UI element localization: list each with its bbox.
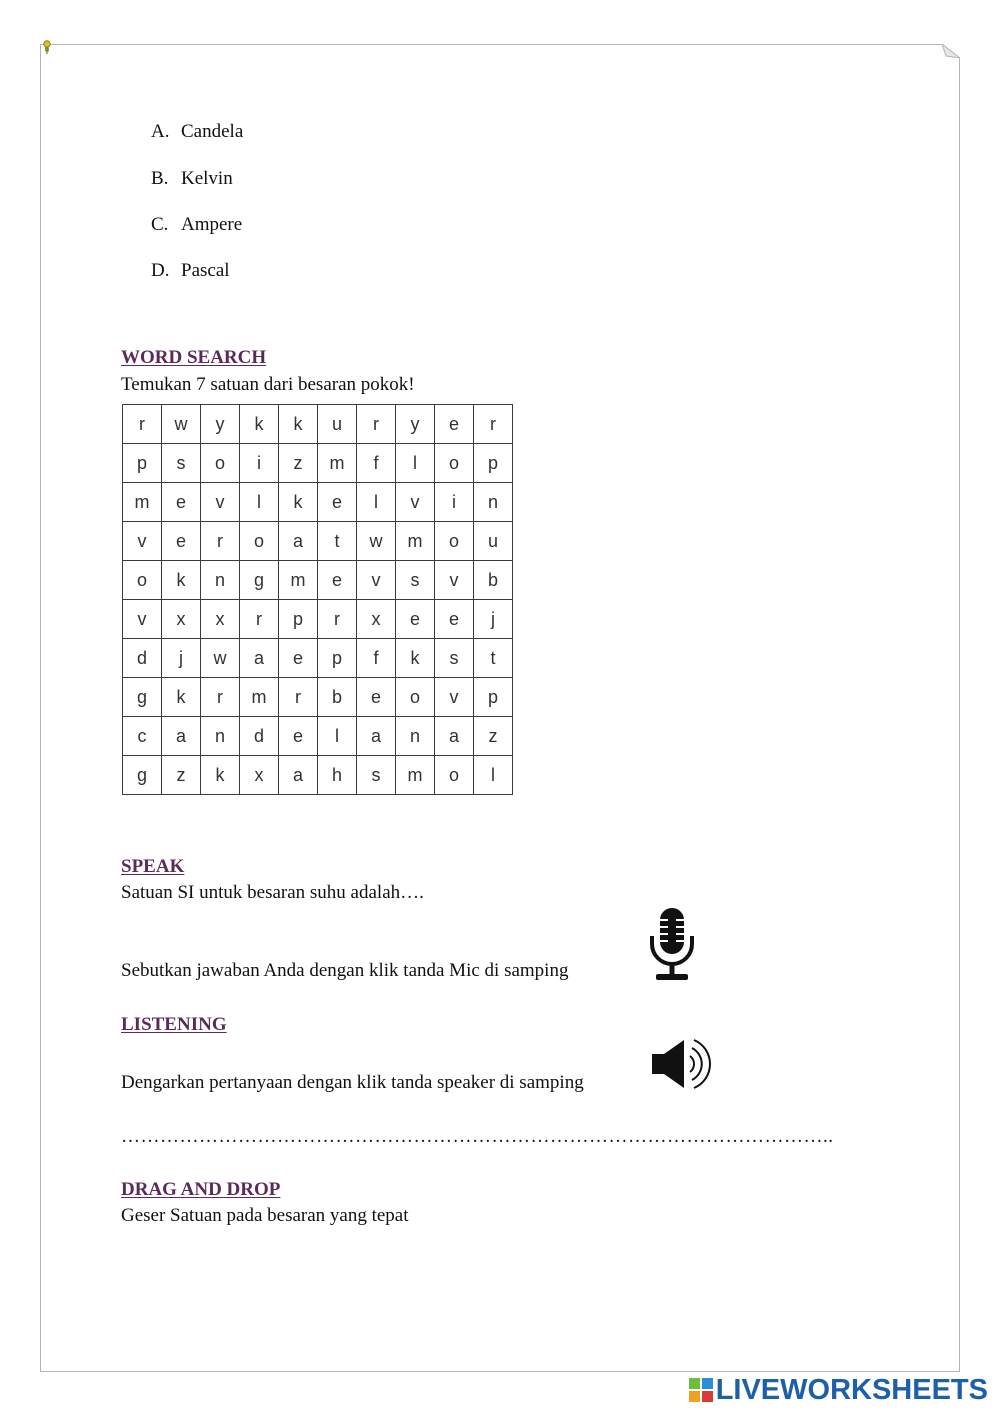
grid-cell[interactable]: s [435, 639, 474, 678]
grid-cell[interactable]: y [396, 405, 435, 444]
grid-cell[interactable]: x [357, 600, 396, 639]
grid-cell[interactable]: v [357, 561, 396, 600]
grid-cell[interactable]: a [240, 639, 279, 678]
option-text: Kelvin [181, 168, 233, 189]
word-search-grid [122, 404, 513, 795]
grid-cell[interactable]: d [240, 717, 279, 756]
grid-row [123, 678, 513, 717]
grid-cell[interactable]: i [435, 483, 474, 522]
grid-row [123, 405, 513, 444]
grid-cell[interactable]: v [435, 678, 474, 717]
grid-cell[interactable]: g [123, 678, 162, 717]
grid-row [123, 717, 513, 756]
grid-cell[interactable]: f [357, 639, 396, 678]
grid-cell[interactable]: v [123, 600, 162, 639]
grid-cell[interactable]: o [396, 678, 435, 717]
speak-instruction: Sebutkan jawaban Anda dengan klik tanda Mic di samping [121, 960, 569, 981]
drag-drop-title: DRAG AND DROP [121, 1179, 281, 1200]
grid-cell[interactable]: n [396, 717, 435, 756]
grid-cell[interactable]: k [162, 561, 201, 600]
grid-cell[interactable]: l [318, 717, 357, 756]
answer-line: ……………………………………………………………………………………………….. [121, 1126, 834, 1147]
grid-cell[interactable]: k [201, 756, 240, 795]
liveworksheets-logo-icon [689, 1378, 713, 1402]
grid-row [123, 600, 513, 639]
grid-cell[interactable]: c [123, 717, 162, 756]
grid-row [123, 756, 513, 795]
grid-cell[interactable]: k [279, 483, 318, 522]
grid-cell[interactable]: e [318, 483, 357, 522]
grid-cell[interactable]: u [474, 522, 513, 561]
grid-cell[interactable]: k [162, 678, 201, 717]
grid-cell[interactable]: g [123, 756, 162, 795]
grid-cell[interactable]: t [474, 639, 513, 678]
grid-cell[interactable]: k [240, 405, 279, 444]
option-b[interactable] [151, 168, 233, 190]
grid-row [123, 444, 513, 483]
grid-cell[interactable]: e [162, 483, 201, 522]
option-letter: C. [151, 214, 169, 235]
listening-instruction: Dengarkan pertanyaan dengan klik tanda speaker di samping [121, 1072, 584, 1093]
grid-cell[interactable]: e [162, 522, 201, 561]
grid-row [123, 483, 513, 522]
grid-cell[interactable]: a [435, 717, 474, 756]
grid-cell[interactable]: j [162, 639, 201, 678]
grid-cell[interactable]: o [435, 522, 474, 561]
grid-cell[interactable]: t [318, 522, 357, 561]
grid-cell[interactable]: r [318, 600, 357, 639]
grid-cell[interactable]: w [162, 405, 201, 444]
grid-cell[interactable]: m [123, 483, 162, 522]
grid-cell[interactable]: h [318, 756, 357, 795]
grid-cell[interactable]: e [435, 405, 474, 444]
option-text: Pascal [181, 260, 230, 281]
grid-cell[interactable]: r [279, 678, 318, 717]
grid-cell[interactable]: o [123, 561, 162, 600]
grid-cell[interactable]: u [318, 405, 357, 444]
grid-cell[interactable]: m [279, 561, 318, 600]
grid-cell[interactable]: s [396, 561, 435, 600]
grid-cell[interactable]: v [396, 483, 435, 522]
grid-cell[interactable]: k [279, 405, 318, 444]
grid-cell[interactable]: y [201, 405, 240, 444]
grid-cell[interactable]: l [240, 483, 279, 522]
grid-cell[interactable]: o [435, 444, 474, 483]
grid-cell[interactable]: f [357, 444, 396, 483]
grid-cell[interactable]: r [201, 522, 240, 561]
option-text: Ampere [181, 214, 243, 235]
option-a[interactable] [151, 121, 243, 143]
word-search-instruction: Temukan 7 satuan dari besaran pokok! [121, 374, 415, 395]
grid-cell[interactable]: n [201, 717, 240, 756]
grid-cell[interactable]: e [318, 561, 357, 600]
grid-cell[interactable]: p [474, 444, 513, 483]
brand-name: LIVEWORKSHEETS [715, 1373, 988, 1406]
grid-cell[interactable]: p [123, 444, 162, 483]
grid-cell[interactable]: z [474, 717, 513, 756]
grid-row [123, 522, 513, 561]
grid-cell[interactable]: l [396, 444, 435, 483]
grid-cell[interactable]: x [162, 600, 201, 639]
grid-cell[interactable]: d [123, 639, 162, 678]
grid-cell[interactable]: z [279, 444, 318, 483]
grid-cell[interactable]: p [279, 600, 318, 639]
grid-cell[interactable]: r [201, 678, 240, 717]
grid-cell[interactable]: r [357, 405, 396, 444]
option-letter: B. [151, 168, 169, 189]
grid-cell[interactable]: r [123, 405, 162, 444]
grid-cell[interactable]: o [240, 522, 279, 561]
grid-cell[interactable]: a [279, 522, 318, 561]
grid-cell[interactable]: a [357, 717, 396, 756]
drag-drop-instruction: Geser Satuan pada besaran yang tepat [121, 1205, 409, 1226]
grid-cell[interactable]: v [123, 522, 162, 561]
grid-cell[interactable]: j [474, 600, 513, 639]
grid-cell[interactable]: e [435, 600, 474, 639]
pin-icon [42, 40, 52, 54]
grid-cell[interactable]: v [435, 561, 474, 600]
page-fold-icon [942, 44, 960, 58]
grid-cell[interactable]: k [396, 639, 435, 678]
grid-cell[interactable]: z [162, 756, 201, 795]
grid-row [123, 561, 513, 600]
grid-cell[interactable]: m [396, 522, 435, 561]
grid-cell[interactable]: o [201, 444, 240, 483]
option-c[interactable] [151, 214, 242, 236]
grid-cell[interactable]: l [474, 756, 513, 795]
grid-cell[interactable]: a [279, 756, 318, 795]
grid-cell[interactable]: r [474, 405, 513, 444]
grid-cell[interactable]: a [162, 717, 201, 756]
grid-cell[interactable]: m [240, 678, 279, 717]
speak-question: Satuan SI untuk besaran suhu adalah…. [121, 882, 424, 903]
grid-cell[interactable]: p [474, 678, 513, 717]
grid-cell[interactable]: m [396, 756, 435, 795]
grid-cell[interactable]: m [318, 444, 357, 483]
grid-cell[interactable]: x [201, 600, 240, 639]
option-letter: A. [151, 121, 170, 142]
grid-row [123, 639, 513, 678]
microphone-icon[interactable] [646, 906, 698, 982]
grid-cell[interactable]: v [201, 483, 240, 522]
grid-cell[interactable]: e [396, 600, 435, 639]
speaker-icon[interactable] [648, 1036, 718, 1092]
grid-cell[interactable]: p [318, 639, 357, 678]
listening-title: LISTENING [121, 1014, 227, 1035]
grid-cell[interactable]: s [357, 756, 396, 795]
grid-cell[interactable]: i [240, 444, 279, 483]
grid-cell[interactable]: e [279, 639, 318, 678]
grid-cell[interactable]: w [201, 639, 240, 678]
liveworksheets-logo [689, 1374, 988, 1406]
grid-cell[interactable]: r [240, 600, 279, 639]
speak-title: SPEAK [121, 856, 185, 877]
grid-cell[interactable]: l [357, 483, 396, 522]
word-search-title: WORD SEARCH [121, 347, 267, 368]
grid-cell[interactable]: e [279, 717, 318, 756]
grid-cell[interactable]: w [357, 522, 396, 561]
grid-cell[interactable]: e [357, 678, 396, 717]
option-letter: D. [151, 260, 170, 281]
grid-cell[interactable]: n [201, 561, 240, 600]
grid-cell[interactable]: n [474, 483, 513, 522]
grid-cell[interactable]: s [162, 444, 201, 483]
grid-cell[interactable]: x [240, 756, 279, 795]
grid-cell[interactable]: b [474, 561, 513, 600]
grid-cell[interactable]: o [435, 756, 474, 795]
grid-cell[interactable]: b [318, 678, 357, 717]
option-d[interactable] [151, 260, 230, 282]
grid-cell[interactable]: g [240, 561, 279, 600]
option-text: Candela [181, 121, 244, 142]
